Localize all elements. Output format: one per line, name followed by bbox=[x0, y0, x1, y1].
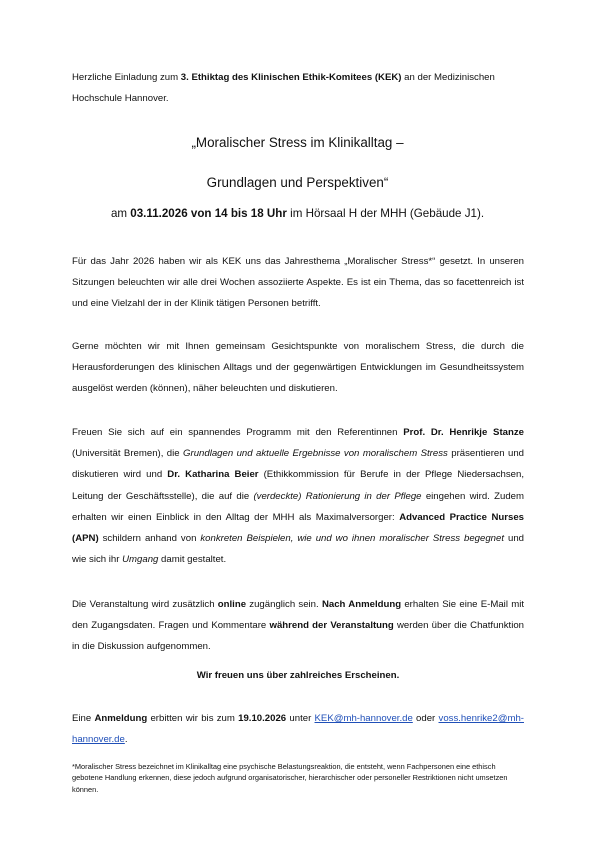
paragraph-annual-theme: Für das Jahr 2026 haben wir als KEK uns das Jahresthema „Moralischer Stress*“ gesetzt. In unseren Sitzungen beleuchten wir alle drei Wochen assoziierte Aspekte. Es ist ein Thema, das so facettenreich ist und eine Vielzahl der in der Klinik tätigen Personen betrifft. bbox=[72, 256, 524, 310]
registration-keyword: Nach Anmeldung bbox=[321, 599, 402, 610]
talk-topic-umgang: Umgang bbox=[122, 554, 159, 566]
paragraph-program bbox=[72, 422, 524, 570]
program-text: Freuen Sie sich auf ein spannendes Programm mit den Referentinnen bbox=[72, 427, 404, 438]
event-title-line-1: „Moralischer Stress im Klinikalltag – bbox=[191, 135, 404, 150]
intro-text: Herzliche Einladung zum bbox=[72, 72, 181, 83]
registration-deadline: 19.10.2026 bbox=[238, 713, 287, 724]
online-text: zugänglich sein. bbox=[246, 599, 322, 610]
program-text: präsentieren und diskutieren wird und bbox=[72, 448, 524, 481]
registration-paragraph bbox=[72, 708, 524, 750]
speaker-stanze: Prof. Dr. Henrikje Stanze bbox=[403, 427, 524, 438]
event-title-line-2: Grundlagen und Perspektiven“ bbox=[206, 175, 389, 190]
online-text: erhalten Sie eine E-Mail mit den Zugangsdaten. Fragen und Kommentare bbox=[72, 599, 524, 632]
speaker-apn: Advanced Practice Nurses (APN) bbox=[72, 511, 524, 545]
paragraph-online bbox=[72, 594, 524, 658]
intro-text-end: an der Medizinischen Hochschule Hannover. bbox=[72, 72, 495, 105]
closing-text: Wir freuen uns über zahlreiches Erscheinen. bbox=[196, 670, 400, 681]
program-text: schildern anhand von bbox=[98, 533, 201, 545]
registration-text: Eine bbox=[72, 713, 95, 724]
program-text: eingehen wird. Zudem erhalten wir einen Einblick in den Alltag der MHH als Maximalversorger: bbox=[72, 490, 524, 523]
registration-word: Anmeldung bbox=[94, 713, 148, 724]
intro-paragraph bbox=[72, 67, 524, 109]
event-name: 3. Ethiktag des Klinischen Ethik-Komitees (KEK) bbox=[180, 72, 402, 83]
email-link-kek[interactable]: KEK@mh-hannover.de bbox=[314, 713, 413, 724]
program-text: und wie sich ihr bbox=[72, 533, 524, 566]
online-text: werden über die Chatfunktion in die Diskussion aufgenommen. bbox=[72, 620, 525, 653]
closing-line bbox=[72, 665, 524, 686]
registration-text: erbitten wir bis zum bbox=[147, 713, 239, 724]
event-date-line bbox=[40, 206, 555, 222]
registration-text: oder bbox=[412, 713, 439, 724]
registration-text: . bbox=[124, 734, 128, 746]
date-prefix: am bbox=[110, 207, 131, 220]
online-text: Die Veranstaltung wird zusätzlich bbox=[72, 599, 218, 610]
program-text: damit gestaltet. bbox=[158, 554, 227, 566]
speaker-beier: Dr. Katharina Beier bbox=[167, 469, 259, 481]
event-location: im Hörsaal H der MHH (Gebäude J1). bbox=[286, 207, 485, 220]
registration-text: unter bbox=[286, 713, 315, 724]
talk-topic-stanze: Grundlagen und aktuelle Ergebnisse von moralischem Stress bbox=[183, 448, 448, 460]
talk-topic-apn: konkreten Beispielen, wie und wo ihnen moralischer Stress begegnet bbox=[200, 533, 505, 545]
event-date-time: 03.11.2026 von 14 bis 18 Uhr bbox=[130, 207, 287, 220]
program-text: (Ethikkommission für Berufe in der Pflege Niedersachsen, Leitung der Geschäftsstelle), die auf die bbox=[72, 469, 524, 502]
online-keyword: online bbox=[217, 599, 247, 610]
program-text: (Universität Bremen), die bbox=[72, 448, 184, 460]
footnote: *Moralischer Stress bezeichnet im Klinikalltag eine psychische Belastungsreaktion, die entsteht, wenn Fachpersonen eine ethisch gebotene Handlung erkennen, diese jedoch aufgrund organisatorischer, hierarchischer oder personeller Restriktionen nicht umsetzen können. bbox=[72, 762, 508, 794]
during-event-keyword: während der Veranstaltung bbox=[269, 620, 394, 632]
email-link-voss[interactable]: voss.henrike2@mh-hannover.de bbox=[72, 713, 524, 746]
talk-topic-beier: (verdeckte) Rationierung in der Pflege bbox=[253, 490, 422, 502]
paragraph-invitation: Gerne möchten wir mit Ihnen gemeinsam Gesichtspunkte von moralischem Stress, die durch die Herausforderungen des klinischen Alltags und der gegenwärtigen Entwicklungen im Gesundheitssystem ausgelöst werden (können), näher beleuchten und diskutieren. bbox=[72, 341, 524, 395]
